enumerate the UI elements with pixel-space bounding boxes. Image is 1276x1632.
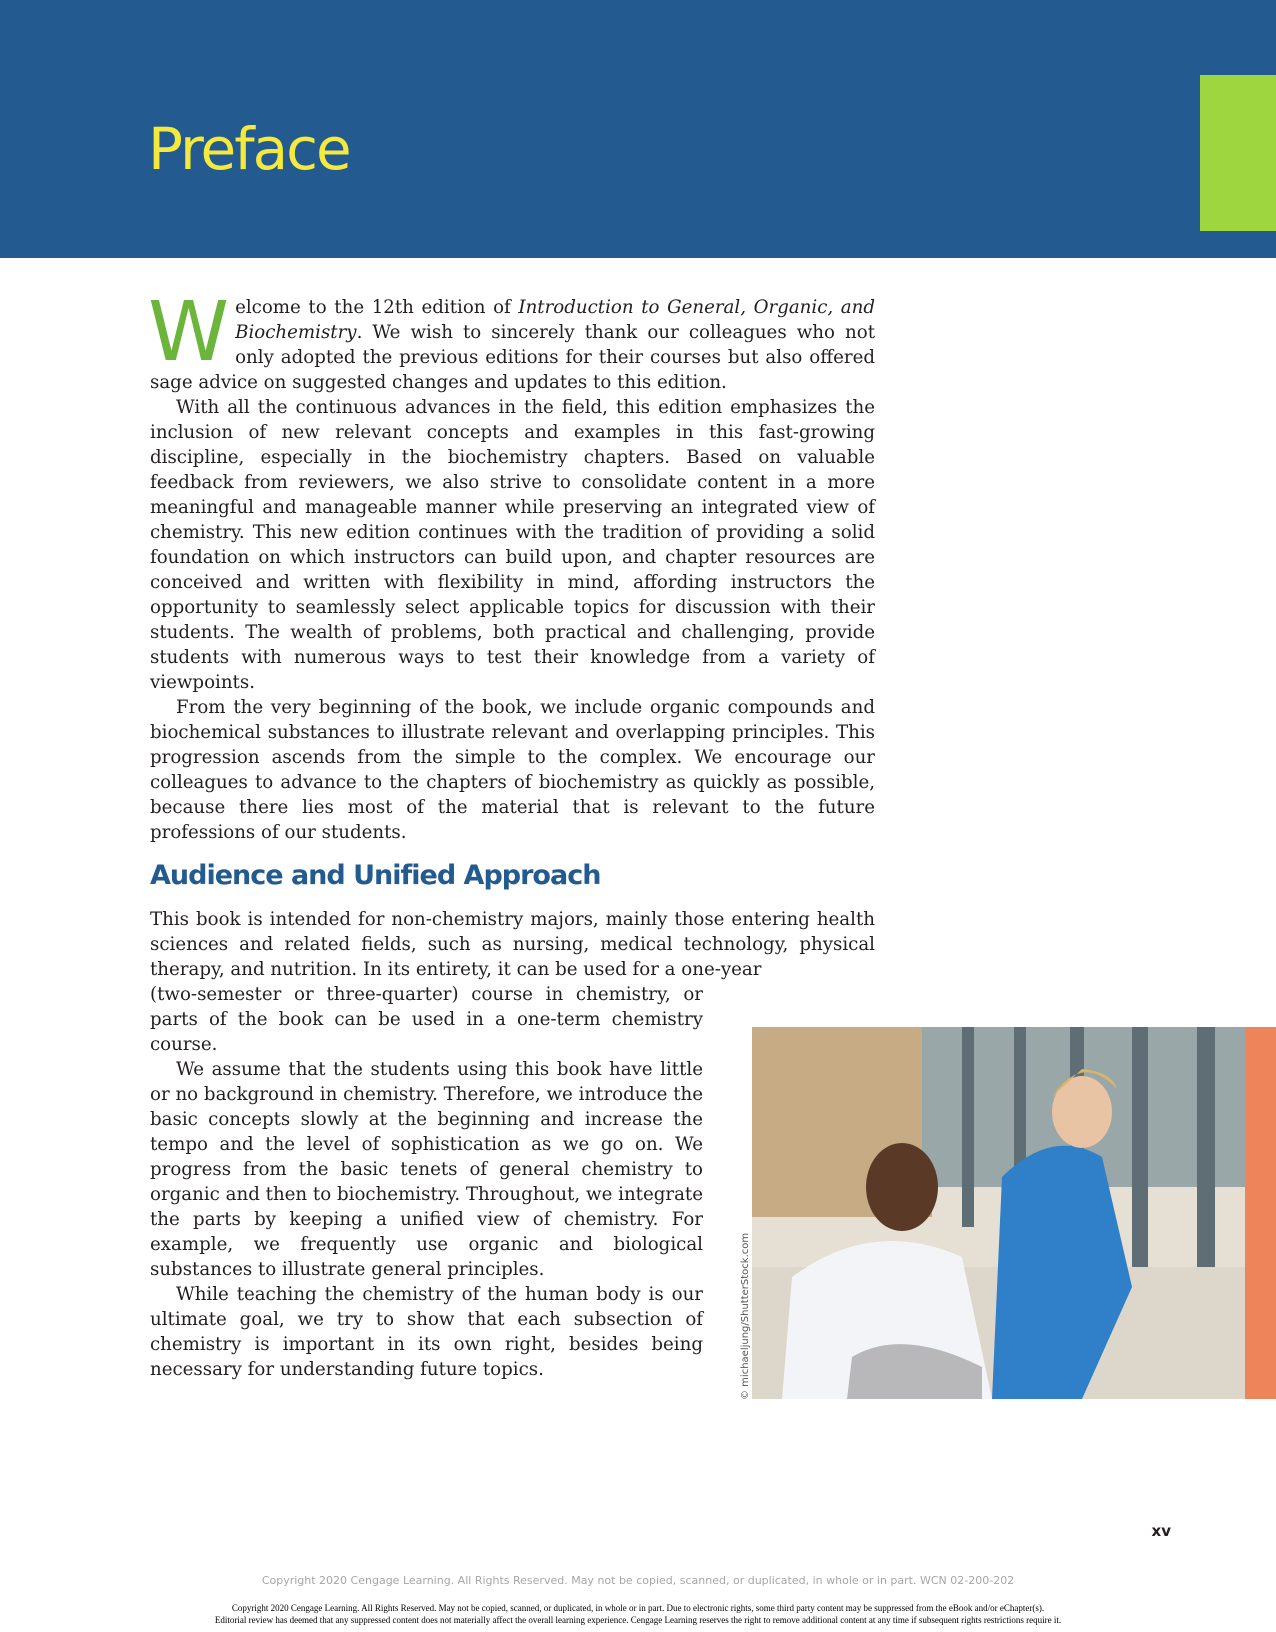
copyright-notice (0, 1602, 1276, 1626)
photo-illustration (752, 1027, 1245, 1399)
nurse-patient-photo (752, 1027, 1245, 1399)
intro-paragraph-1 (148, 285, 875, 395)
section-heading: Audience and Unified Approach (150, 860, 601, 891)
photo-tab-orange (1245, 1027, 1276, 1399)
drop-cap: W (148, 285, 228, 380)
copyright-notice-line-1: Copyright 2020 Cengage Learning. All Rights Reserved. May not be copied, scanned, or duplicated, in whole or in part. Due to electronic rights, some third party content may be suppressed from the eBook and/or eChapter(s). (231, 1603, 1045, 1613)
intro-paragraph-3: From the very beginning of the book, we include organic compounds and biochemical substances to illustrate relevant and overlapping principles. This progression ascends from the simple to the complex. We encourage our colleagues to advance to the chapters of biochemistry as quickly as possible, because there lies most of the material that is relevant to the future professions of our students. (150, 697, 875, 843)
copyright-notice-line-2: Editorial review has deemed that any suppressed content does not materially affect the overall learning experience. Cengage Learning reserves the right to remove additional content at any time if subsequent rights restrictions require it. (214, 1615, 1062, 1625)
photo-credit: © michaeljung/ShutterStock.com (740, 1232, 751, 1400)
intro-text (148, 285, 875, 845)
page-number: xv (1151, 1522, 1171, 1540)
intro-p1-lead: elcome to the 12th edition of (235, 297, 519, 318)
audience-paragraph-1a: This book is intended for non-chemistry majors, mainly those entering health sciences and related fields, such as nursing, medical technology, physical therapy, and nutrition. In its entirety, it can be used for a one-year (150, 909, 875, 980)
book-title: Introduction to General, Organic, and Biochemistry (235, 297, 875, 343)
page-title: Preface (148, 115, 350, 183)
audience-paragraph-1b: (two-semester or three-quarter) course in chemistry, or parts of the book can be used in a one-term chemistry course. (150, 984, 703, 1055)
chapter-tab-green (1200, 75, 1276, 231)
intro-p1-rest: . We wish to sincerely thank our colleagues who not only adopted the previous editions for their courses but also offered sage advice on suggested changes and updates to this edition. (150, 322, 875, 393)
audience-paragraph-3: While teaching the chemistry of the human body is our ultimate goal, we try to show that each subsection of chemistry is important in its own right, besides being necessary for understanding future topics. (150, 1284, 703, 1380)
audience-paragraph-2: We assume that the students using this book have little or no background in chemistry. Therefore, we introduce the basic concepts slowly at the beginning and increase the tempo and the level of sophistication as we go on. We progress from the basic tenets of general chemistry to organic and then to biochemistry. Throughout, we integrate the parts by keeping a unified view of chemistry. For example, we frequently use organic and biological substances to illustrate general principles. (150, 1059, 703, 1280)
intro-paragraph-2: With all the continuous advances in the field, this edition emphasizes the inclusion of new relevant concepts and examples in this fast-growing discipline, especially in the biochemistry chapters. Based on valuable feedback from reviewers, we also strive to consolidate content in a more meaningful and manageable manner while preserving an integrated view of chemistry. This new edition continues with the tradition of providing a solid foundation on which instructors can build upon, and chapter resources are conceived and written with flexibility in mind, affording instructors the opportunity to seamlessly select applicable topics for discussion with their students. The wealth of problems, both practical and challenging, provide students with numerous ways to test their knowledge from a variety of viewpoints. (150, 397, 875, 693)
copyright-watermark: Copyright 2020 Cengage Learning. All Rights Reserved. May not be copied, scanned, or duplicated, in whole or in part. WCN 02-200-202 (261, 1574, 1015, 1587)
